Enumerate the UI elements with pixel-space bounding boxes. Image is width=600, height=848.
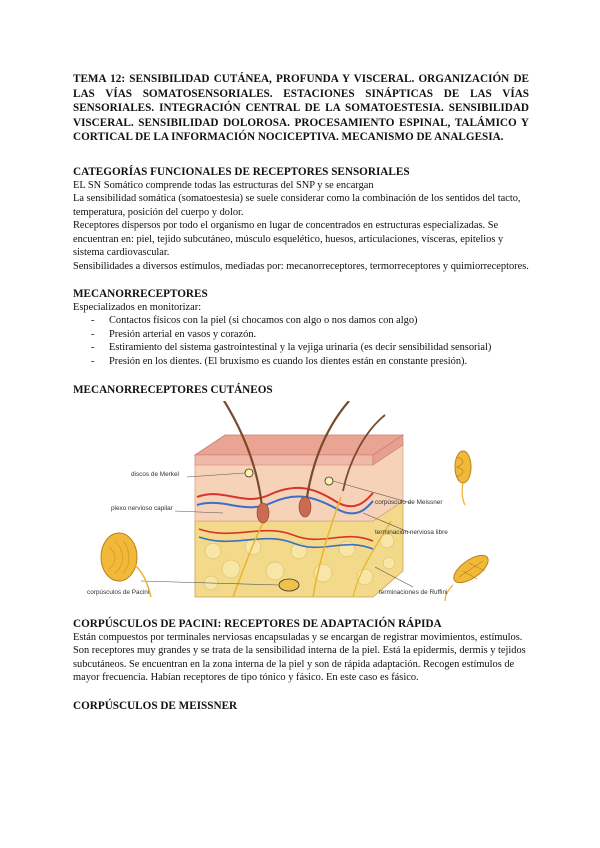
label-merkel: discos de Merkel	[131, 470, 179, 478]
list-item: - Presión en los dientes. (El bruxismo es cuando los dientes están en constante presión).	[91, 356, 468, 368]
paragraph: Sensibilidades a diversos estímulos, mediadas por: mecanorreceptores, termorreceptores y quimiorreceptores.	[73, 261, 529, 273]
section-heading: MECANORRECEPTORES CUTÁNEOS	[73, 383, 273, 396]
paragraph: EL SN Somático comprende todas las estructuras del SNP y se encargan	[73, 179, 374, 191]
list-item: - Contactos físicos con la piel (si chocamos con algo o nos damos con algo)	[91, 315, 418, 327]
section-categorias	[73, 165, 529, 274]
pacini-corpuscle-illustration	[101, 533, 151, 597]
section-heading: CATEGORÍAS FUNCIONALES DE RECEPTORES SENSORIALES	[73, 165, 410, 178]
label-terminacion-libre: terminación nerviosa libre	[375, 528, 448, 536]
meissner-corpuscle-illustration	[455, 451, 471, 505]
ruffini-ending-illustration	[445, 550, 493, 601]
label-plexo: plexo nervioso capilar	[111, 504, 173, 512]
label-pacini: corpúsculos de Pacini	[87, 588, 150, 596]
skin-mechanoreceptors-figure	[73, 401, 529, 607]
skin-cross-section-illustration	[73, 401, 529, 607]
bullet-list	[73, 314, 529, 368]
section-mecanorreceptores	[73, 287, 529, 369]
document-title: TEMA 12: SENSIBILIDAD CUTÁNEA, PROFUNDA Y VISCERAL. ORGANIZACIÓN DE LAS VÍAS SOMATOSENSORIALES. ESTACIONES SINÁPTICAS DE LAS VÍAS SENSORIALES. INTEGRACIÓN CENTRAL DE LA SOMATOESTESIA. SENSIBILIDAD VISCERAL. SENSIBILIDAD DOLOROSA. PROCESAMIENTO ESPINAL, TALÁMICO Y CORTICAL DE LA INFORMACIÓN NOCICEPTIVA. MECANISMO DE ANALGESIA.	[73, 73, 529, 143]
section-heading: CORPÚSCULOS DE MEISSNER	[73, 700, 238, 712]
section-pacini	[73, 617, 529, 685]
label-ruffini: terminaciones de Ruffini	[379, 588, 448, 596]
document-page	[73, 72, 529, 713]
label-meissner: corpúsculo de Meissner	[375, 498, 443, 506]
section-meissner	[73, 699, 529, 713]
paragraph: Especializados en monitorizar:	[73, 301, 202, 313]
list-item: - Presión arterial en vasos y corazón.	[91, 328, 257, 340]
paragraph: Están compuestos por terminales nerviosas encapsuladas y se encargan de registrar movimientos, estímulos. Son receptores muy grandes y se trata de la sensibilidad interna de la piel. Está la epidermis, dermis y tejidos subcutáneos. Se encuentran en la zona interna de la piel y son de rápida adaptación. Recogen estímulos de mayor frecuencia. Habían receptores de tipo tónico y fásico. En este caso es fásico.	[73, 631, 526, 684]
paragraph: La sensibilidad somática (somatoestesia) se suele considerar como la combinación de los sentidos del tacto, temperatura, posición del cuerpo y dolor.	[73, 193, 521, 218]
paragraph: Receptores dispersos por todo el organismo en lugar de concentrados en estructuras especializadas. Se encuentran en: piel, tejido subcutáneo, músculo esquelético, huesos, articulaciones, vísceras, epitelios y sistema cardiovascular.	[73, 220, 504, 259]
list-item: - Estiramiento del sistema gastrointestinal y la vejiga urinaria (es decir sensibilidad sensorial)	[91, 342, 492, 354]
section-cutaneos	[73, 383, 529, 607]
section-heading: MECANORRECEPTORES	[73, 287, 208, 300]
section-heading: CORPÚSCULOS DE PACINI: RECEPTORES DE ADAPTACIÓN RÁPIDA	[73, 617, 442, 630]
